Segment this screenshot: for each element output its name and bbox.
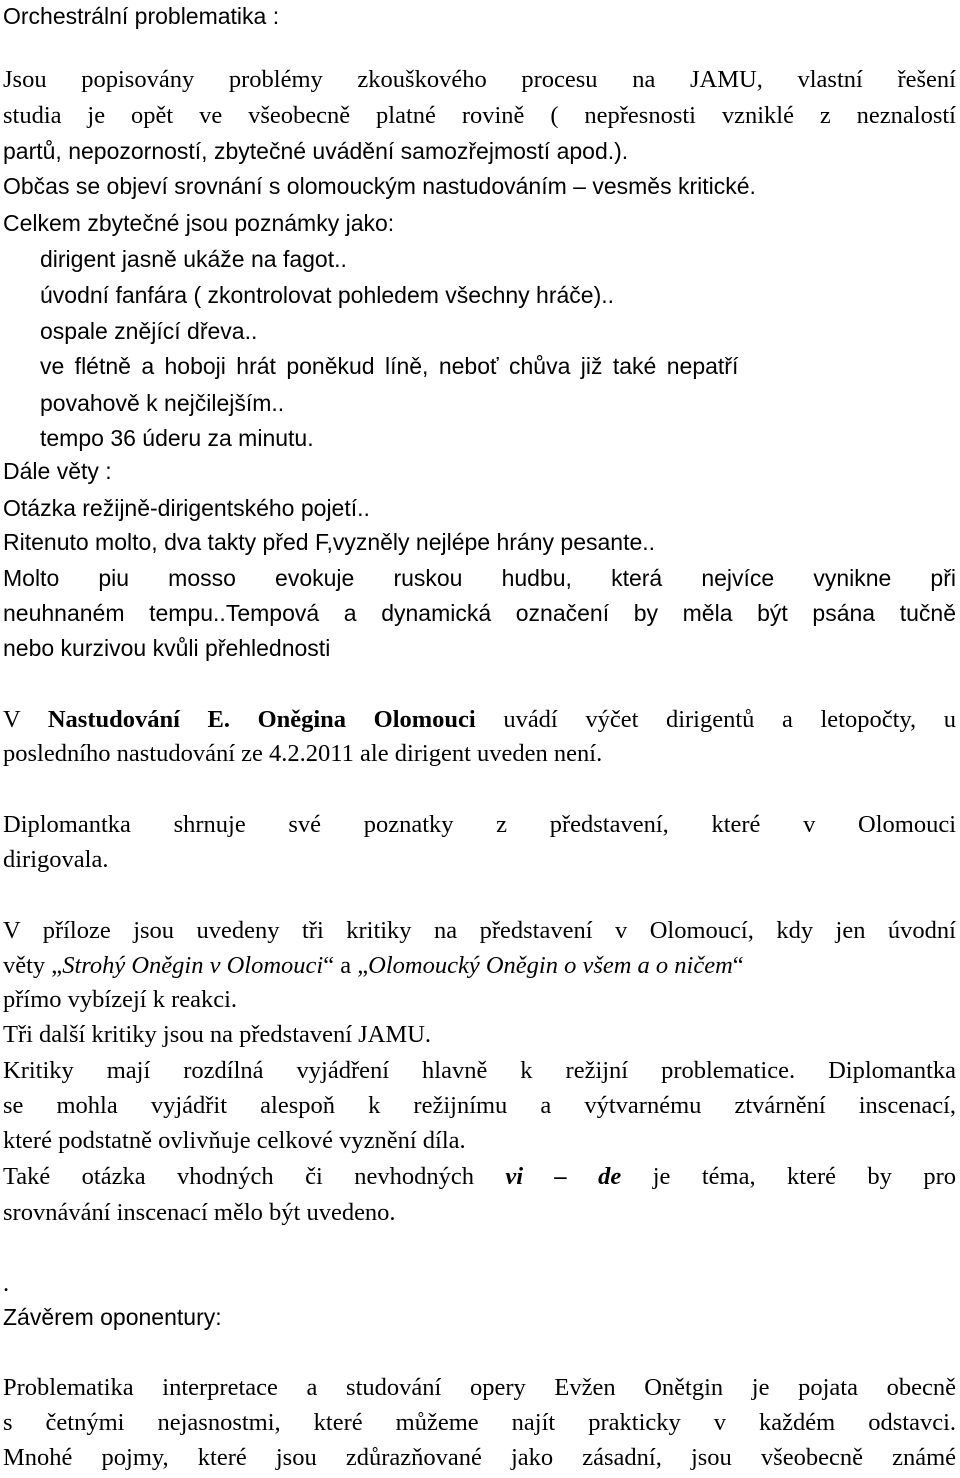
text-line: Problematika interpretace a studování opery Evžen Onětgin je pojata obecně — [3, 1374, 956, 1401]
text-line: partů, nepozorností, zbytečné uvádění samozřejmostí apod.). — [3, 138, 629, 164]
text-line: neuhnaném tempu..Tempová a dynamická označení by měla být psána tučně — [3, 600, 956, 626]
text-line: V příloze jsou uvedeny tři kritiky na představení v Olomoucí, kdy jen úvodní — [3, 917, 956, 944]
text-line: srovnávání inscenací mělo být uvedeno. — [3, 1199, 396, 1226]
text-line: Jsou popisovány problémy zkouškového procesu na JAMU, vlastní řešení — [3, 66, 956, 93]
text-run: “ — [732, 952, 744, 979]
text-line: Otázka režijně-dirigentského pojetí.. — [3, 495, 370, 521]
text-line: Ritenuto molto, dva takty před F,vyzněly nejlépe hrány pesante.. — [3, 529, 656, 555]
text-run: uvádí výčet dirigentů a letopočty, u — [503, 706, 957, 733]
list-item: úvodní fanfára ( zkontrolovat pohledem všechny hráče).. — [40, 282, 615, 308]
text-run: “ a „ — [323, 952, 369, 979]
list-item: ospale znějící dřeva.. — [40, 318, 258, 344]
text-run: věty „ — [3, 952, 63, 979]
text-line: Kritiky mají rozdílná vyjádření hlavně k režijní problematice. Diplomantka — [3, 1057, 956, 1084]
text-line: přímo vybízejí k reakci. — [3, 986, 238, 1013]
list-item: tempo 36 úderu za minutu. — [40, 425, 314, 451]
text-line: Molto piu mosso evokuje ruskou hudbu, která nejvíce vynikne při — [3, 565, 956, 591]
section-heading-conclusion: Závěrem oponentury: — [3, 1304, 222, 1330]
text-line — [3, 704, 956, 736]
review-title: Olomoucký Oněgin o všem a o ničem — [368, 952, 733, 979]
text-line: nebo kurzivou kvůli přehlednosti — [3, 635, 331, 661]
text-line: se mohla vyjádřit alespoň k režijnímu a výtvarnému ztvárnění inscenací, — [3, 1092, 956, 1119]
text-run: je téma, které by pro — [652, 1163, 957, 1190]
text-line — [3, 1161, 956, 1193]
text-line: Mnohé pojmy, které jsou zdůrazňované jako zásadní, jsou všeobecně známé — [3, 1444, 956, 1471]
review-title: Strohý Oněgin v Olomouci — [62, 952, 324, 979]
text-line: Diplomantka shrnuje své poznatky z představení, které v Olomouci — [3, 811, 956, 838]
list-item: ve flétně a hoboji hrát poněkud líně, neboť chůva již také nepatří — [40, 353, 739, 379]
text-run: Také otázka vhodných či nevhodných — [3, 1163, 474, 1190]
text-line: Celkem zbytečné jsou poznámky jako: — [3, 210, 395, 236]
text-line: studia je opět ve všeobecně platné rovině ( nepřesnosti vzniklé z neznalostí — [3, 102, 956, 129]
text-line: . — [3, 1270, 10, 1297]
list-item: dirigent jasně ukáže na fagot.. — [40, 246, 347, 272]
emphasis: vi – de — [505, 1163, 622, 1190]
text-line: s četnými nejasnostmi, které můžeme najít prakticky v každém odstavci. — [3, 1409, 956, 1436]
section-heading-orchestral: Orchestrální problematika : — [3, 3, 280, 29]
list-item: povahově k nejčilejším.. — [40, 390, 285, 416]
text-line: posledního nastudování ze 4.2.2011 ale dirigent uveden není. — [3, 740, 603, 767]
text-line: Dále věty : — [3, 458, 112, 484]
production-title: Nastudování E. Oněgina Olomouci — [47, 706, 476, 733]
text-line — [3, 950, 956, 982]
text-line: Tři další kritiky jsou na představení JAMU. — [3, 1021, 432, 1048]
text-line: které podstatně ovlivňuje celkové vyznění díla. — [3, 1127, 466, 1154]
text-line: Občas se objeví srovnání s olomouckým nastudováním – vesměs kritické. — [3, 173, 756, 199]
text-run: V — [3, 706, 21, 733]
text-line: dirigovala. — [3, 846, 109, 873]
